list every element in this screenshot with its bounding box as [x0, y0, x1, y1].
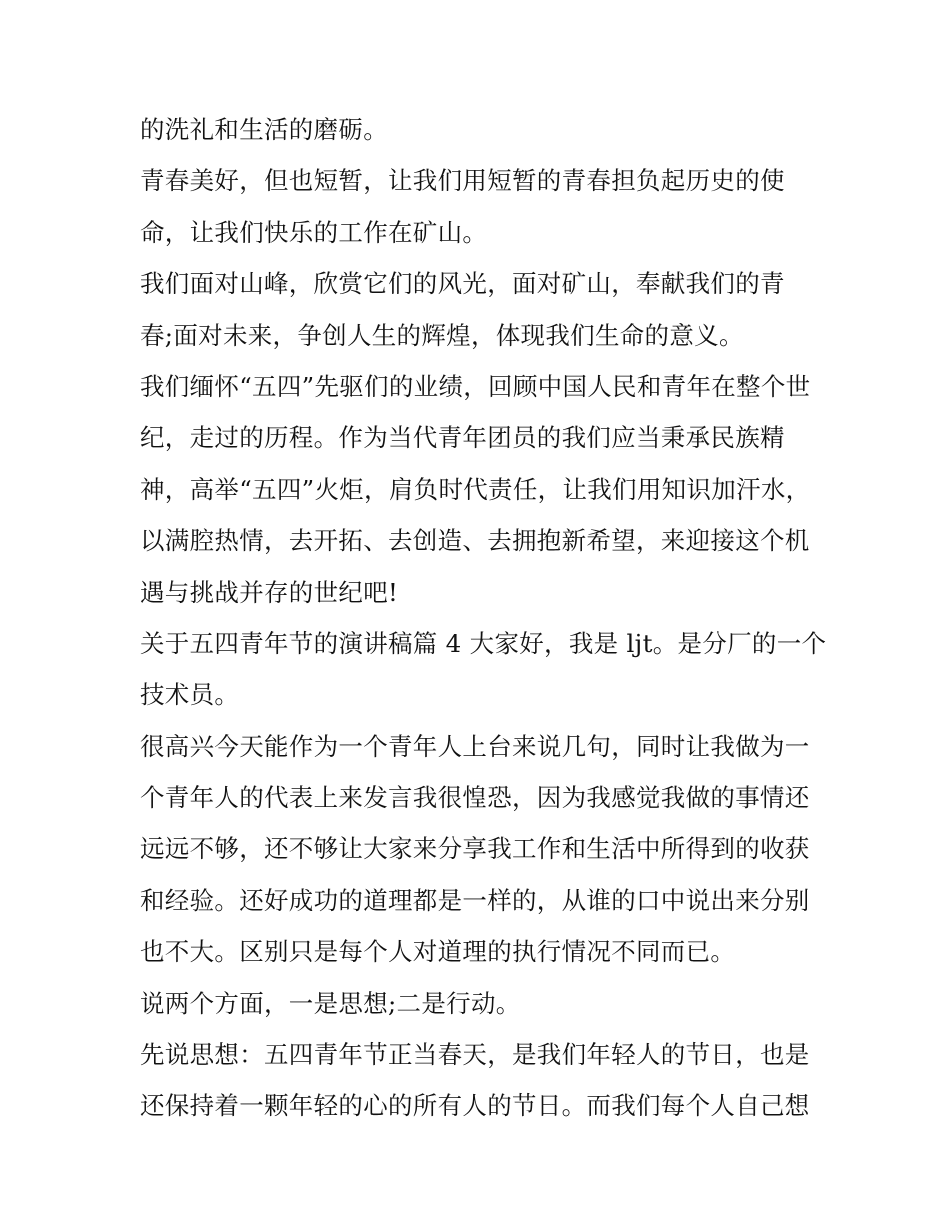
text-line: 还保持着一颗年轻的心的所有人的节日。而我们每个人自己想 — [140, 1091, 810, 1121]
text-line: 神，高举“五四”火炬，肩负时代责任，让我们用知识加汗水， — [140, 474, 811, 504]
text-line: 的洗礼和生活的磨砺。 — [140, 115, 388, 144]
text-line: 春;面对未来，争创人生的辉煌，体现我们生命的意义。 — [140, 320, 744, 350]
text-line: 个青年人的代表上来发言我很惶恐，因为我感觉我做的事情还 — [140, 783, 810, 813]
text-line: 技术员。 — [140, 680, 240, 710]
text-line: 先说思想：五四青年节正当春天，是我们年轻人的节日，也是 — [140, 1040, 810, 1070]
text-line: 说两个方面，一是思想;二是行动。 — [140, 988, 521, 1018]
text-line: 很高兴今天能作为一个青年人上台来说几句，同时让我做为一 — [140, 731, 810, 761]
text-line: 青春美好，但也短暂，让我们用短暂的青春担负起历史的使 — [140, 166, 785, 196]
text-line: 也不大。区别只是每个人对道理的执行情况不同而已。 — [140, 937, 736, 967]
text-line: 命，让我们快乐的工作在矿山。 — [140, 217, 488, 247]
text-line: 我们缅怀“五四”先驱们的业绩，回顾中国人民和青年在整个世 — [140, 371, 811, 401]
document-body — [140, 104, 827, 1132]
text-line: 纪，走过的历程。作为当代青年团员的我们应当秉承民族精 — [140, 423, 785, 453]
text-line: 关于五四青年节的演讲稿篇 4 大家好，我是 ljt。是分厂的一个 — [140, 628, 827, 658]
text-line: 遇与挑战并存的世纪吧! — [140, 577, 399, 607]
text-line: 以满腔热情，去开拓、去创造、去拥抱新希望，来迎接这个机 — [140, 526, 810, 556]
text-line: 我们面对山峰，欣赏它们的风光，面对矿山，奉献我们的青 — [140, 269, 785, 299]
text-line: 远远不够，还不够让大家来分享我工作和生活中所得到的收获 — [140, 834, 810, 864]
text-line: 和经验。还好成功的道理都是一样的，从谁的口中说出来分别 — [140, 885, 810, 915]
